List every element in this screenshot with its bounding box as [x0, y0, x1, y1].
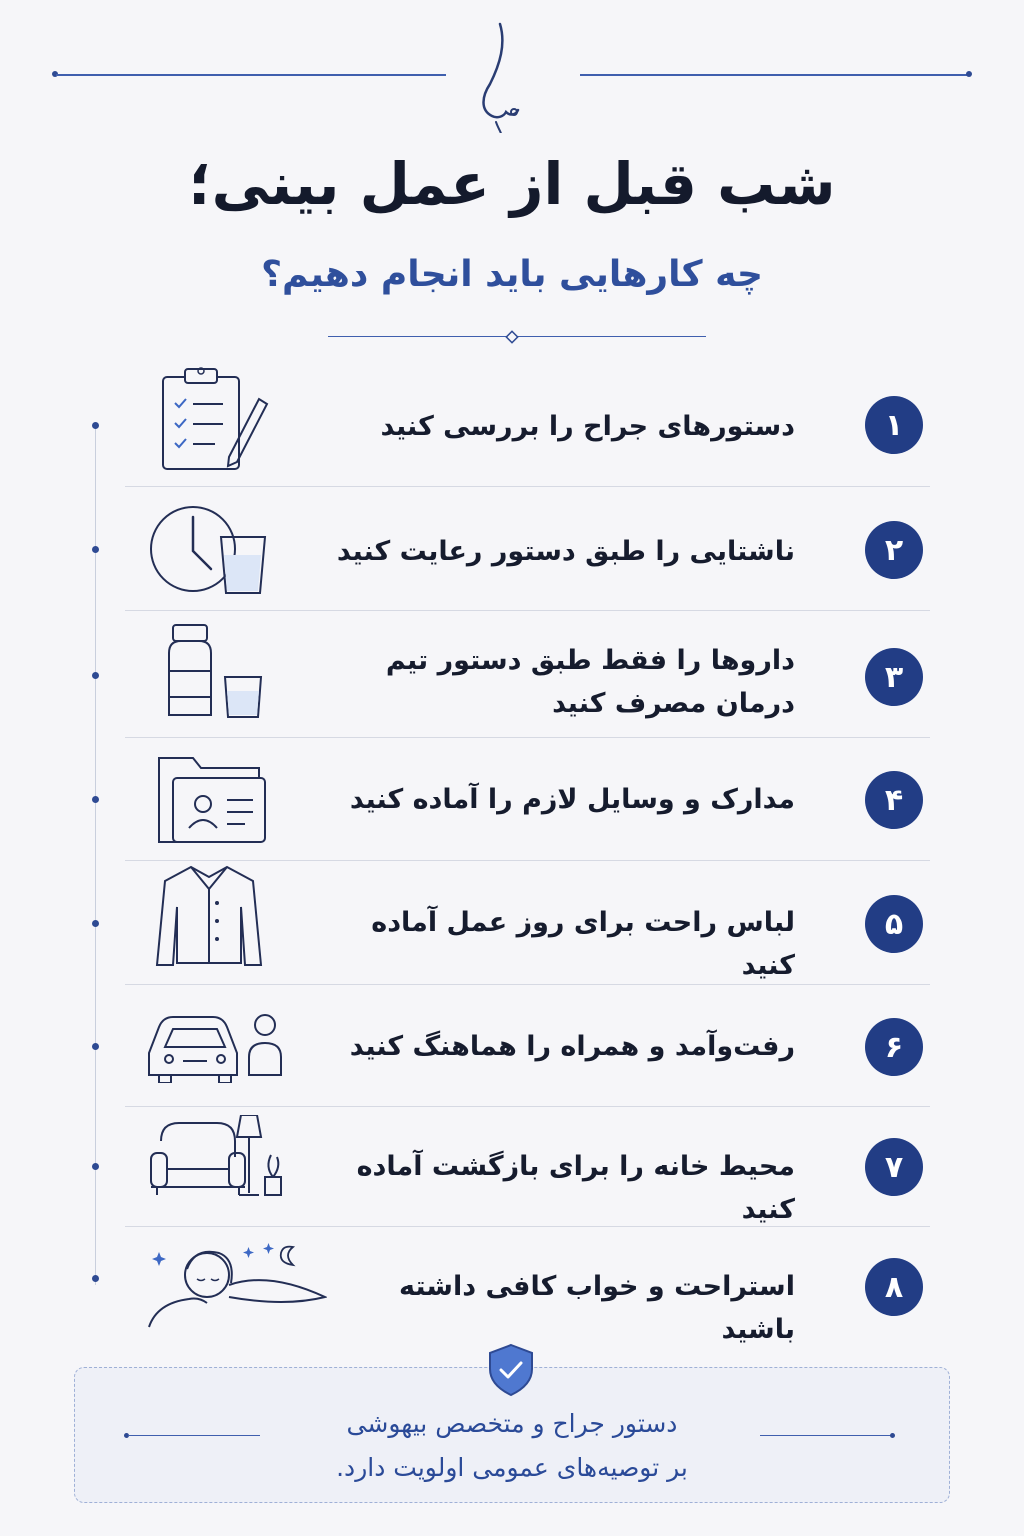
note-line: دستور جراح و متخصص بیهوشی: [346, 1409, 678, 1438]
note-line: بر توصیه‌های عمومی اولویت دارد.: [336, 1452, 688, 1482]
nose-icon: [470, 18, 530, 133]
timeline-dot: [92, 1043, 99, 1050]
folder-id-card-icon: [147, 750, 277, 850]
top-divider-right: [580, 74, 970, 76]
medicine-bottle-icon: [147, 623, 277, 733]
shield-check-icon: [486, 1343, 536, 1397]
step-label: استراحت و خواب کافی داشته باشید: [399, 1271, 795, 1346]
step-label: مدارک و وسایل لازم را آماده کنید: [349, 784, 795, 815]
clock-water-glass-icon: [147, 497, 277, 607]
step-row: [125, 487, 930, 611]
step-row: [125, 985, 930, 1107]
step-row: [125, 365, 930, 487]
sleeping-person-icon: [147, 1237, 327, 1337]
page-title: شب قبل از عمل بینی؛: [188, 150, 836, 218]
step-number: ۲: [865, 521, 923, 579]
step-label: ناشتایی را طبق دستور رعایت کنید: [336, 536, 795, 567]
top-divider-left: [56, 74, 446, 76]
step-number: ۵: [865, 895, 923, 953]
step-row: [125, 1227, 930, 1347]
step-label: رفت‌وآمد و همراه را هماهنگ کنید: [349, 1031, 795, 1062]
timeline-dot: [92, 422, 99, 429]
timeline-dot: [92, 1275, 99, 1282]
step-row: [125, 738, 930, 861]
shirt-icon: [147, 861, 277, 971]
note-text: [0, 1402, 1024, 1490]
step-label: دستورهای جراح را بررسی کنید: [380, 411, 795, 442]
step-row: [125, 611, 930, 738]
timeline-dot: [92, 796, 99, 803]
step-number: ۱: [865, 396, 923, 454]
car-person-icon: [147, 1013, 287, 1083]
page-subtitle: چه کارهایی باید انجام دهیم؟: [261, 254, 763, 295]
step-row: [125, 861, 930, 985]
timeline-dot: [92, 920, 99, 927]
step-number: ۶: [865, 1018, 923, 1076]
step-label: لباس راحت برای روز عمل آماده کنید: [371, 907, 795, 982]
timeline-dot: [92, 546, 99, 553]
step-row: [125, 1107, 930, 1227]
step-label: محیط خانه را برای بازگشت آماده کنید: [356, 1151, 795, 1226]
step-number: ۳: [865, 648, 923, 706]
timeline-dot: [92, 1163, 99, 1170]
step-label: داروها را فقط طبق دستور تیم درمان مصرف کنید: [385, 645, 795, 720]
step-number: ۷: [865, 1138, 923, 1196]
timeline-rail: [95, 425, 96, 1285]
decor-dot: [966, 71, 972, 77]
clipboard-checklist-icon: [147, 365, 277, 475]
step-number: ۸: [865, 1258, 923, 1316]
timeline-dot: [92, 672, 99, 679]
step-number: ۴: [865, 771, 923, 829]
diamond-icon: [505, 330, 519, 344]
armchair-lamp-icon: [147, 1115, 287, 1205]
